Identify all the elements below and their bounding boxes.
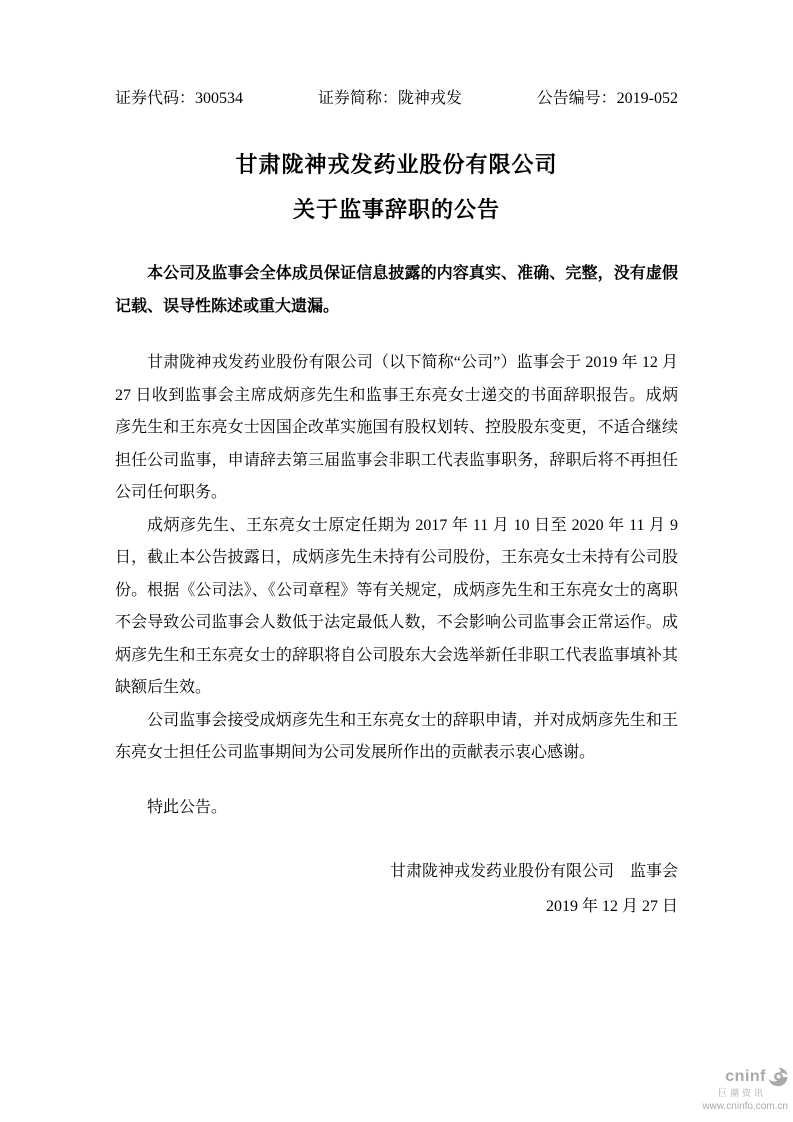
signature-block [115,854,678,924]
cninfo-swirl-icon [768,1067,788,1087]
cninfo-watermark [702,1067,788,1112]
body-paragraph-3: 公司监事会接受成炳彦先生和王东亮女士的辞职申请，并对成炳彦先生和王东亮女士担任公司监事期间为公司发展所作出的贡献表示衷心感谢。 [115,711,678,761]
closing-statement: 特此公告。 [147,798,228,816]
stock-short-name: 证券简称：陇神戎发 [317,90,462,107]
body-paragraph-1: 甘肃陇神戎发药业股份有限公司（以下简称“公司”）监事会于 2019 年 12 月 27 日收到监事会主席成炳彦先生和监事王东亮女士递交的书面辞职报告。成炳彦先生和王东亮女士因国企改革实施国有股权划转、控股股东变更，不适合继续担任公司监事，申请辞去第三届监事会非职工代表监事职务，辞职后将不再担任公司任何职务。 [115,354,678,501]
document-title-line1: 甘肃陇神戎发药业股份有限公司 [235,152,558,177]
cninfo-brand-text: cninf [725,1068,766,1085]
signature-date: 2019 年 12 月 27 日 [545,898,678,915]
body-paragraph-2: 成炳彦先生、王东亮女士原定任期为 2017 年 11 月 10 日至 2020 年 11 月 9 日，截止本公告披露日，成炳彦先生未持有公司股份，王东亮女士未持有公司股份。根据《公司法》、《公司章程》等有关规定，成炳彦先生和王东亮女士的离职不会导致公司监事会人数低于法定最低人数，不会影响公司监事会正常运作。成炳彦先生和王东亮女士的辞职将自公司股东大会选举新任非职工代表监事填补其缺额后生效。 [115,516,678,696]
stock-code: 证券代码：300534 [115,90,244,107]
cninfo-chinese-name: 巨潮资讯 [717,1088,766,1098]
document-title [115,142,678,232]
cninfo-watermark-row [702,1067,788,1087]
document-header-row [115,88,678,110]
document-title-line2: 关于监事辞职的公告 [292,197,500,222]
announcement-number: 公告编号：2019-052 [536,90,678,107]
signature-company: 甘肃陇神戎发药业股份有限公司 监事会 [389,863,678,880]
document-body [115,347,678,824]
cninfo-url: www.cninfo.com.cn [702,1101,788,1112]
disclaimer-paragraph: 本公司及监事会全体成员保证信息披露的内容真实、准确、完整，没有虚假记载、误导性陈述或重大遗漏。 [115,265,678,315]
